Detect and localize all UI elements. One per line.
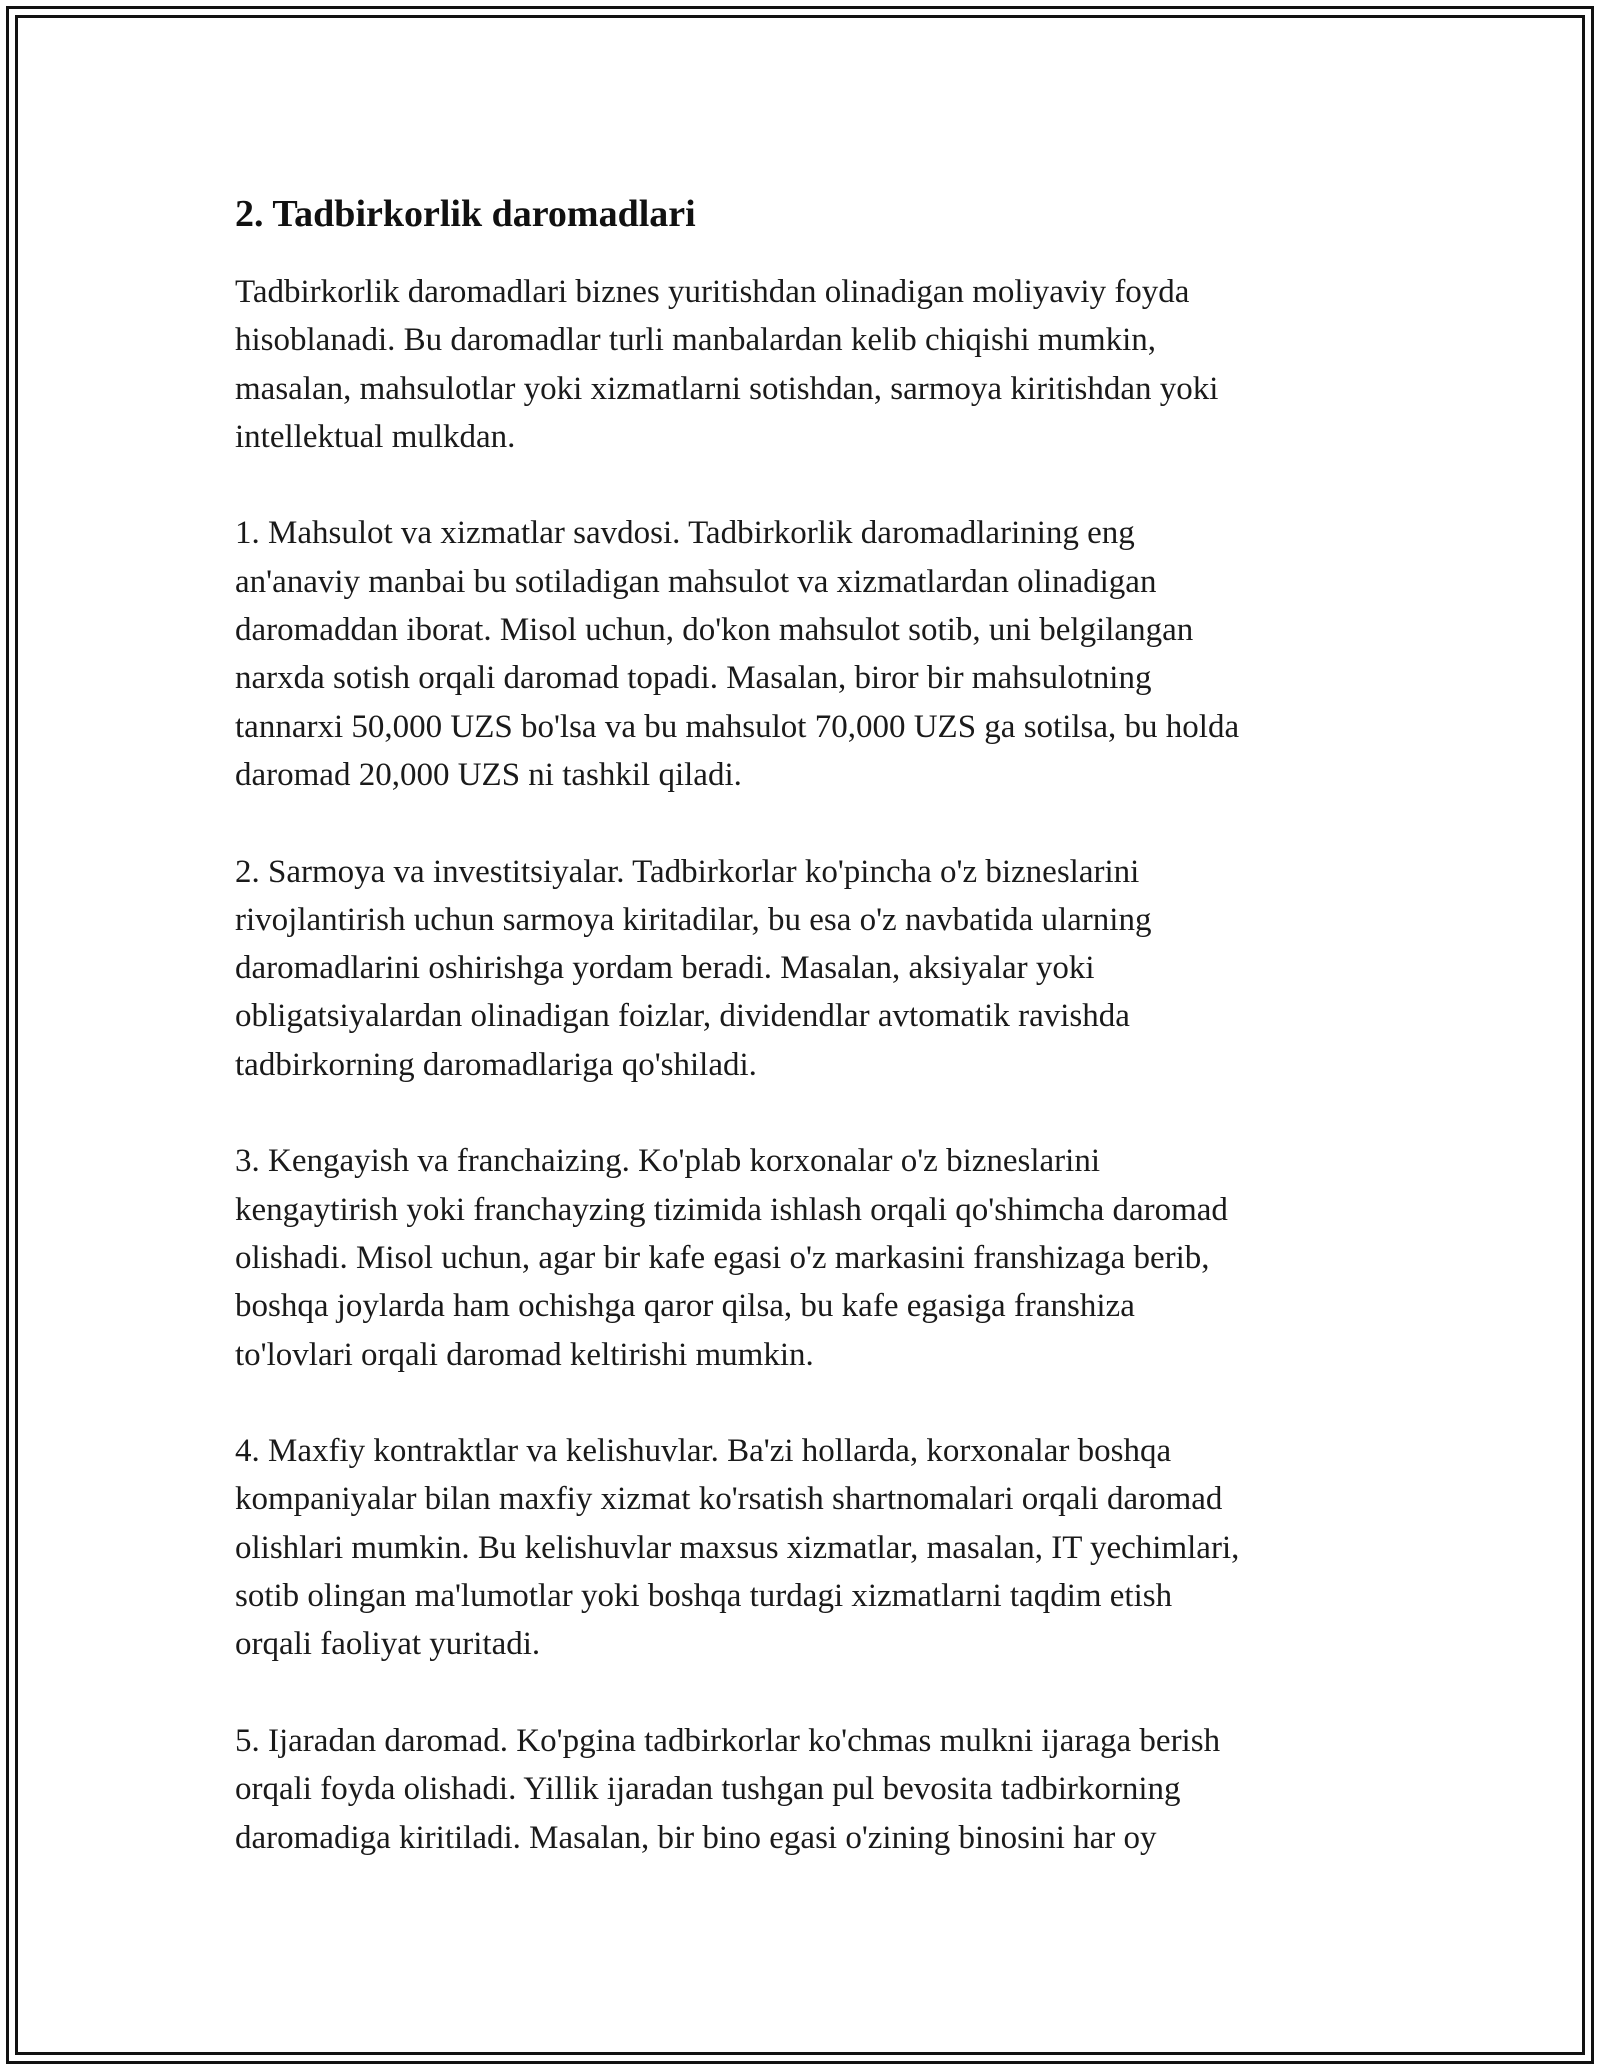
text-line: daromad 20,000 UZS ni tashkil qiladi. <box>235 756 742 793</box>
text-line: 2. Sarmoya va investitsiyalar. Tadbirkorlar ko'pincha o'z bizneslarini <box>235 853 1140 890</box>
text-line: orqali faoliyat yuritadi. <box>235 1626 541 1663</box>
text-line: narxda sotish orqali daromad topadi. Masalan, biror bir mahsulotning <box>235 660 1152 697</box>
document-body <box>235 188 1385 1910</box>
text-line: daromaddan iborat. Misol uchun, do'kon mahsulot sotib, uni belgilangan <box>235 612 1194 649</box>
paragraph <box>235 848 1385 1089</box>
text-line: masalan, mahsulotlar yoki xizmatlarni sotishdan, sarmoya kiritishdan yoki <box>235 370 1219 407</box>
section-heading: 2. Tadbirkorlik daromadlari <box>235 193 696 235</box>
text-line: 4. Maxfiy kontraktlar va kelishuvlar. Ba'zi hollarda, korxonalar boshqa <box>235 1433 1172 1470</box>
text-line: boshqa joylarda ham ochishga qaror qilsa, bu kafe egasiga franshiza <box>235 1288 1135 1325</box>
text-line: kengaytirish yoki franchayzing tizimida ishlash orqali qo'shimcha daromad <box>235 1191 1228 1228</box>
text-line: an'anaviy manbai bu sotiladigan mahsulot va xizmatlardan olinadigan <box>235 563 1157 600</box>
text-line: hisoblanadi. Bu daromadlar turli manbalardan kelib chiqishi mumkin, <box>235 322 1157 359</box>
text-line: orqali foyda olishadi. Yillik ijaradan tushgan pul bevosita tadbirkorning <box>235 1771 1181 1808</box>
text-line: intellektual mulkdan. <box>235 418 516 455</box>
text-line: olishadi. Misol uchun, agar bir kafe egasi o'z markasini franshizaga berib, <box>235 1239 1210 1276</box>
text-line: Tadbirkorlik daromadlari biznes yuritishdan olinadigan moliyaviy foyda <box>235 274 1190 310</box>
text-line: 3. Kengayish va franchaizing. Ko'plab korxonalar o'z bizneslarini <box>235 1143 1101 1180</box>
text-line: olishlari mumkin. Bu kelishuvlar maxsus xizmatlar, masalan, IT yechimlari, <box>235 1529 1240 1566</box>
paragraph <box>235 1427 1385 1668</box>
text-line: obligatsiyalardan olinadigan foizlar, dividendlar avtomatik ravishda <box>235 998 1130 1035</box>
paragraph <box>235 1137 1385 1378</box>
text-line: daromadlarini oshirishga yordam beradi. Masalan, aksiyalar yoki <box>235 950 1095 987</box>
text-line: 1. Mahsulot va xizmatlar savdosi. Tadbirkorlik daromadlarining eng <box>235 515 1135 552</box>
text-line: rivojlantirish uchun sarmoya kiritadilar, bu esa o'z navbatida ularning <box>235 901 1152 938</box>
paragraph <box>235 268 1385 461</box>
paragraph <box>235 1717 1385 1862</box>
text-line: kompaniyalar bilan maxfiy xizmat ko'rsatish shartnomalari orqali daromad <box>235 1481 1223 1518</box>
text-line: sotib olingan ma'lumotlar yoki boshqa turdagi xizmatlarni taqdim etish <box>235 1578 1173 1615</box>
paragraph-list <box>235 268 1385 1862</box>
paragraph <box>235 509 1385 799</box>
text-line: tannarxi 50,000 UZS bo'lsa va bu mahsulot 70,000 UZS ga sotilsa, bu holda <box>235 708 1240 745</box>
text-line: daromadiga kiritiladi. Masalan, bir bino egasi o'zining binosini har oy <box>235 1819 1157 1856</box>
text-line: 5. Ijaradan daromad. Ko'pgina tadbirkorlar ko'chmas mulkni ijaraga berish <box>235 1722 1221 1759</box>
text-line: tadbirkorning daromadlariga qo'shiladi. <box>235 1046 757 1083</box>
text-line: to'lovlari orqali daromad keltirishi mumkin. <box>235 1336 814 1373</box>
